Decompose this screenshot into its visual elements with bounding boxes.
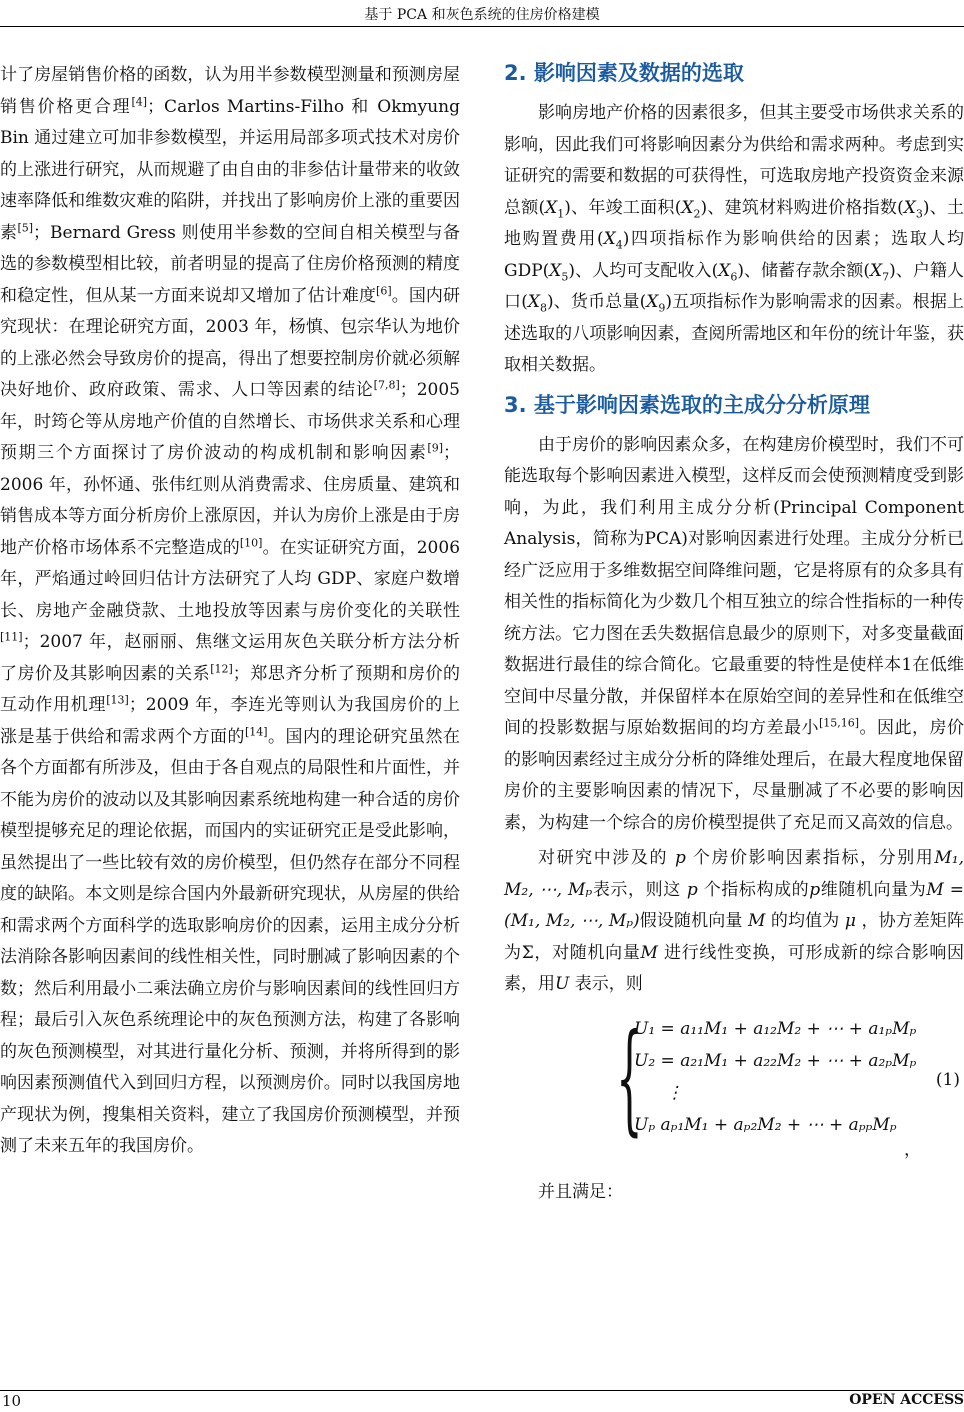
text-segment: 。因此，房价的影响因素经过主成分分析的降维处理后，在最大程度地保留房价的主要影响因素的情况下，尽量删减了不必要的影响因素，为构建一个综合的房价模型提供了充足而又高效的信息。: [504, 718, 964, 833]
var-index: 3: [915, 206, 923, 220]
text-segment: ；郑思齐分析了预期和房价的互动作用机理: [0, 663, 460, 715]
citation: [6]: [376, 283, 392, 297]
text-segment: ，对随机向量: [533, 942, 641, 963]
text-segment: 、建筑材料购进价格指数: [707, 197, 898, 218]
symbol-p: p: [675, 848, 686, 868]
citation: [10]: [239, 535, 263, 549]
section-3-paragraph-2: [504, 843, 964, 1001]
citation: [11]: [0, 630, 23, 644]
text-segment: ；2009 年，李连光等则认为我国房价的上涨是基于供给和需求两个方面的: [0, 695, 461, 747]
footer-rule: [0, 1390, 964, 1391]
text-segment: 影响房地产价格的因素很多，但其主要受市场供求关系的影响，因此我们可将影响因素分为供给和需求两种。考虑到实证研究的需要和数据的可获得性，可选取房地产投资资金来源总额: [504, 103, 964, 218]
equation-line: U₂ = a₂₁M₁ + a₂₂M₂ + ⋯ + a₂ₚMₚ: [634, 1050, 917, 1071]
symbol-mu: μ: [844, 911, 856, 931]
var-index: 4: [615, 238, 623, 252]
right-column: [504, 56, 964, 1208]
var-index: 8: [539, 301, 547, 315]
text-segment: ；2005 年，时筠仑等从房地产价值的自然增长、市场供求关系和心理预期三个方面探讨了房价波动的构成机制和影响因素: [0, 380, 460, 463]
text-segment: 表示，则: [574, 974, 643, 994]
text-segment: 假设随机向量: [639, 911, 743, 931]
m-vector: M = (M₁, M₂, ⋯, Mₚ): [504, 879, 964, 931]
text-segment: 。国内的理论研究虽然在各个方面都有所涉及，但由于各自观点的局限性和片面性，并不能为房价的波动以及其影响因素系统地构建一种合适的房价模型提够充足的理论依据，而国内的实证研究正是受此影响，虽然提出了一些比较有效的房价模型，但仍然存在部分不同程度的缺陷。本文则是综合国内外最新研究现状，从房屋的供给和需求两个方面科学的选取影响房价的因素，运用主成分分析法消除各影响因素间的线性相关性，同时删减了影响因素的个数；然后利用最小二乘法确立房价与影响因素间的线性回归方程；最后引入灰色系统理论中的灰色预测方法，构建了各影响的灰色预测模型，对其进行量化分析、预测，并将所得到的影响因素预测值代入到回归方程，以预测房价。同时以我国房地产现状为例，搜集相关资料，建立了我国房价预测模型，并预测了未来五年的我国房价。: [0, 726, 461, 1156]
section-3-heading: 3. 基于影响因素选取的主成分分析原理: [504, 392, 870, 417]
section-3-paragraph-1: [504, 430, 964, 840]
symbol-p: p: [809, 879, 821, 900]
citation: [9]: [427, 441, 443, 455]
text-segment: 的均值为: [770, 911, 840, 931]
var-x: X: [527, 292, 540, 312]
var-index: 7: [882, 269, 890, 283]
text-segment: 、户籍人口: [504, 260, 964, 312]
page-number: 10: [2, 1392, 22, 1410]
text-segment: ；Carlos Martins-Filho 和 Okmyung Bin 通过建立可加非参数模型，并运用局部多项式技术对房价的上涨进行研究，从而规避了由自由的非参估计量带来的收敛速率降低和维数灾难的陷阱，并找出了影响房价上涨的重要因素: [0, 96, 461, 243]
text-segment: 维随机向量为: [820, 879, 927, 900]
var-x: X: [549, 260, 562, 281]
citation: [15,16]: [818, 716, 860, 730]
text-segment: 。国内研究现状：在理论研究方面，2003 年，杨慎、包宗华认为地价的上涨必然会导致房价的提高，得出了想要控制房价就必须解决好地价、政府政策、需求、人口等因素的结论: [0, 285, 461, 400]
var-index: 5: [561, 269, 569, 283]
text-segment: 由于房价的影响因素众多，在构建房价模型时，我们不可能选取每个影响因素进入模型，这样反而会使预测精度受到影响，为此，我们利用主成分分析(Principal Component Analysis，简称为PCA)对影响因素进行处理。主成分分析已经广泛应用于多维数据空间降维问题，它是将原有的众多具有相关性的指标简化为少数几个相互独立的综合性指标的一种传统方法。它力图在丢失数据信息最少的原则下，对多变量截面数据进行最佳的综合简化。它最重要的特性是使样本1在低维空间中尽量分散，并保留样本在原始空间的差异性和在低维空间的投影数据与原始数据间的均方差最小: [504, 434, 964, 738]
citation: [4]: [131, 94, 148, 108]
header-rule: [0, 26, 964, 27]
text-segment: 、土地购置费用: [504, 197, 964, 249]
var-x: X: [545, 197, 558, 218]
section-3-paragraph-3: 并且满足：: [538, 1181, 623, 1202]
equation-line: U₁ = a₁₁M₁ + a₁₂M₂ + ⋯ + a₁ₚMₚ: [634, 1018, 917, 1039]
text-segment: 、储蓄存款余额: [743, 260, 864, 281]
equation-lines: [634, 1013, 916, 1141]
symbol-p: p: [686, 879, 698, 900]
running-header: 基于 PCA 和灰色系统的住房价格建模: [364, 7, 600, 23]
var-x: X: [603, 229, 616, 249]
equation-comma: ，: [904, 1139, 921, 1160]
equation-line: Uₚ aₚ₁M₁ + aₚ₂M₂ + ⋯ + aₚₚMₚ: [634, 1114, 897, 1135]
citation: [7,8]: [373, 378, 400, 392]
text-segment: 进行线性变换，可形成新的综合影响因素，用: [504, 942, 964, 994]
open-access-label: OPEN ACCESS: [849, 1392, 964, 1408]
symbol-m: M: [747, 911, 766, 931]
var-index: 1: [557, 206, 565, 220]
text-segment: ，协方差矩阵为: [504, 911, 964, 963]
citation: [5]: [17, 220, 34, 234]
symbol-m: M: [640, 942, 658, 963]
text-segment: ；Bernard Gress 则使用半参数的空间自相关模型与备选的参数模型相比较，前者明显的提高了住房价格预测的精度和稳定性，但从某一方面来说却又增加了估计难度: [0, 222, 461, 306]
citation: [14]: [244, 724, 268, 738]
left-brace: {: [616, 1008, 643, 1148]
text-segment: 、人均可支配收入: [575, 260, 712, 281]
var-index: 9: [658, 301, 666, 315]
text-segment: 四项指标作为影响供给的因素；选取人均GDP: [504, 229, 964, 281]
symbol-sigma: Σ: [521, 942, 534, 963]
text-segment: 、年竣工面积: [570, 197, 675, 218]
text-segment: 、货币总量: [553, 292, 640, 312]
section-2-paragraph: 影响房地产价格的因素很多，但其主要受市场供求关系的影响，因此我们可将影响因素分为供给和需求两种。考虑到实证研究的需要和数据的可获得性，可选取房地产投资资金来源总额$(X_1)$、年竣工面积$(X_2)$、建筑材料购进价格指数$(X_3)$、土地购置费用$(X_4)$四项指标作为影响供给的因素；选取人均$GDP(X_5)$、人均可支配收入$(X_6)$、储蓄存款余额$(X_7)$、户籍人口$(X_8)$、货币总量$(X_9)$五项指标作为影响需求的因素。根据上述选取的八项影响因素，查阅所需地区和年份的统计年鉴，获取相关数据。: [504, 103, 964, 375]
text-segment: 对研究中涉及的: [538, 848, 669, 868]
var-index: 2: [693, 206, 701, 220]
left-body-text: [0, 60, 460, 1163]
symbol-u: U: [555, 974, 570, 994]
var-x: X: [646, 292, 659, 312]
citation: [12]: [210, 661, 233, 675]
var-x: X: [681, 197, 694, 218]
citation: [13]: [106, 693, 129, 707]
equation-number: (1): [935, 1069, 960, 1090]
text-segment: 个指标构成的: [703, 879, 810, 900]
var-x: X: [870, 260, 883, 281]
var-x: X: [718, 260, 731, 281]
text-segment: 五项指标作为影响需求的因素。根据上述选取的八项影响因素，查阅所需地区和年份的统计年鉴，获取相关数据。: [504, 292, 964, 375]
text-segment: ；2006 年，孙怀通、张伟红则从消费需求、住房质量、建筑和销售成本等方面分析房价上涨原因，并认为房价上涨是由于房地产价格市场体系不完整造成的: [0, 443, 460, 558]
text-segment: 表示，则这: [592, 879, 681, 900]
var-index: 6: [730, 269, 738, 283]
m-list: M₁, M₂, ⋯, Mₚ: [504, 848, 964, 900]
equation-1: [504, 1008, 964, 1165]
text-segment: 个房价影响因素指标，分别用: [692, 848, 935, 868]
equation-line: ⋮: [666, 1082, 683, 1103]
text-segment: 。在实证研究方面，2006 年，严焰通过岭回归估计方法研究了人均 GDP、家庭户数增长、房地产金融贷款、土地投放等因素与房价变化的关联性: [0, 537, 461, 621]
var-x: X: [903, 197, 916, 218]
section-2-heading: 2. 影响因素及数据的选取: [504, 61, 744, 85]
text-segment: 计了房屋销售价格的函数，认为用半参数模型测量和预测房屋销售价格更合理: [0, 65, 460, 117]
left-column: [0, 60, 460, 1163]
text-segment: ；2007 年，赵丽丽、焦继文运用灰色关联分析方法分析了房价及其影响因素的关系: [0, 632, 460, 684]
